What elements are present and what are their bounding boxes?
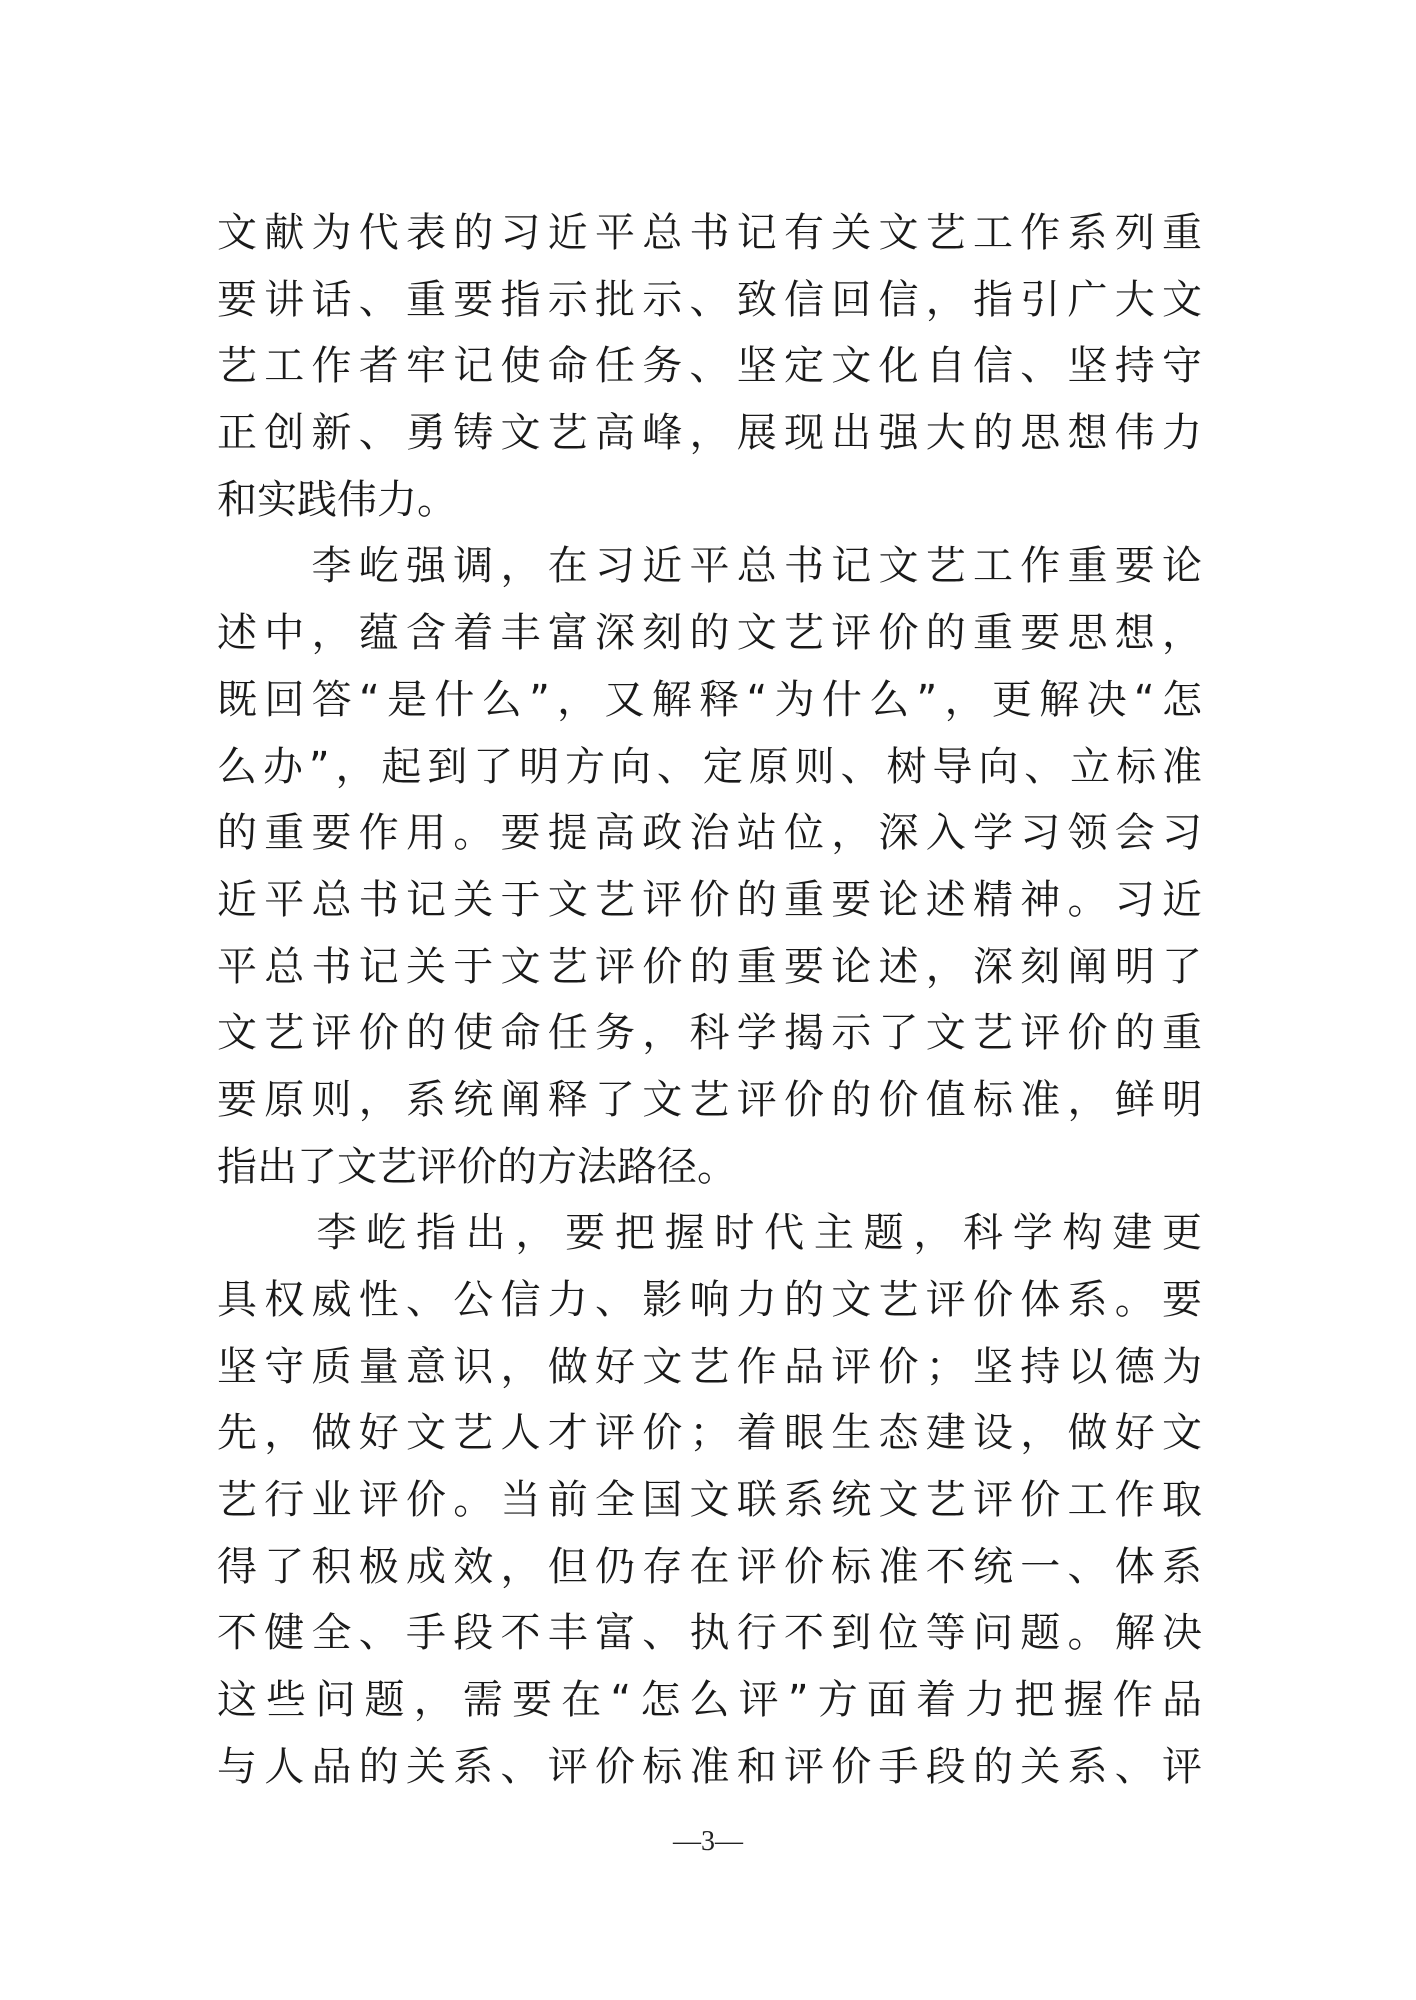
text-line: 既回答“是什么”，又解释“为什么”，更解决“怎 — [217, 676, 1202, 723]
text-line: 李屹指出，要把握时代主题，科学构建更 — [217, 1210, 1202, 1257]
text-line: 要原则，系统阐释了文艺评价的价值标准，鲜明 — [217, 1076, 1202, 1123]
text-line: 不健全、手段不丰富、执行不到位等问题。解决 — [217, 1610, 1202, 1657]
text-line: 得了积极成效，但仍存在评价标准不统一、体系 — [217, 1543, 1202, 1590]
text-line: 坚守质量意识，做好文艺作品评价；坚持以德为 — [217, 1343, 1202, 1390]
text-line: 平总书记关于文艺评价的重要论述，深刻阐明了 — [217, 943, 1202, 990]
text-line: 文献为代表的习近平总书记有关文艺工作系列重 — [217, 210, 1202, 256]
text-line: 和实践伟力。 — [217, 476, 457, 523]
text-line: 的重要作用。要提高政治站位，深入学习领会习 — [217, 810, 1202, 857]
text-line: 述中，蕴含着丰富深刻的文艺评价的重要思想， — [217, 610, 1202, 657]
text-line: 李屹强调，在习近平总书记文艺工作重要论 — [217, 543, 1202, 590]
text-line: 艺行业评价。当前全国文联系统文艺评价工作取 — [217, 1477, 1202, 1524]
text-line: 与人品的关系、评价标准和评价手段的关系、评 — [217, 1743, 1202, 1790]
text-line: 要讲话、重要指示批示、致信回信，指引广大文 — [217, 276, 1202, 323]
text-line: 文艺评价的使命任务，科学揭示了文艺评价的重 — [217, 1010, 1202, 1057]
text-line: 么办”，起到了明方向、定原则、树导向、立标准 — [217, 743, 1202, 790]
text-line: 先，做好文艺人才评价；着眼生态建设，做好文 — [217, 1410, 1202, 1457]
text-line: 正创新、勇铸文艺高峰，展现出强大的思想伟力 — [217, 410, 1202, 457]
page-number: —3— — [673, 1826, 743, 1857]
body-text — [217, 200, 1202, 1801]
text-line: 具权威性、公信力、影响力的文艺评价体系。要 — [217, 1277, 1202, 1323]
text-line: 近平总书记关于文艺评价的重要论述精神。习近 — [217, 876, 1202, 923]
text-line: 这些问题，需要在“怎么评”方面着力把握作品 — [217, 1677, 1202, 1724]
text-line: 艺工作者牢记使命任务、坚定文化自信、坚持守 — [217, 343, 1202, 390]
text-line: 指出了文艺评价的方法路径。 — [217, 1143, 737, 1190]
